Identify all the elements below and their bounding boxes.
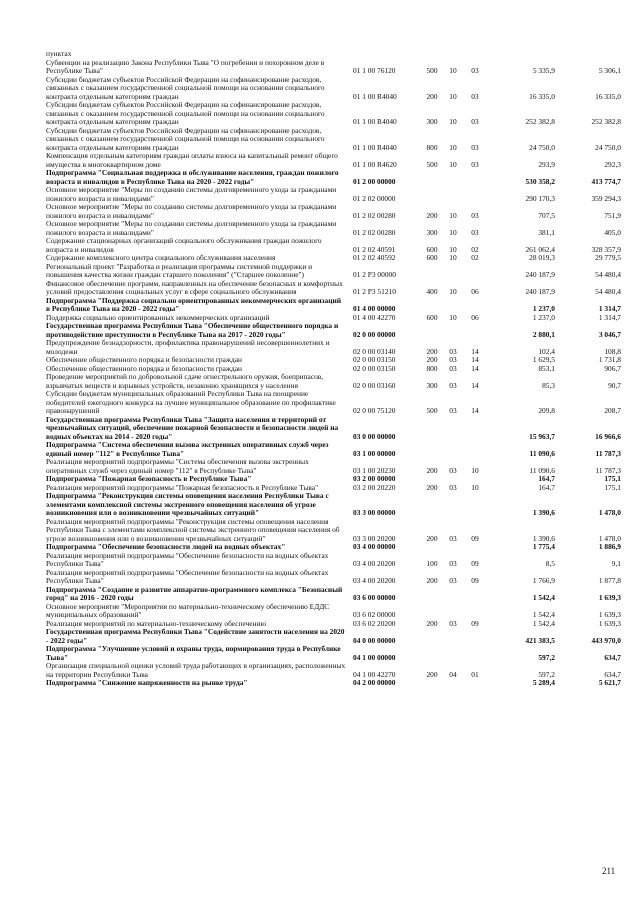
row-name: Организация специальной оценки условий труда работающих в организациях, расположенных на территории Республики Тыва bbox=[46, 661, 346, 679]
row-v1: 1 542,4 bbox=[532, 618, 555, 628]
row-b1: 10 bbox=[449, 142, 457, 152]
row-v2: 108,8 bbox=[604, 346, 621, 356]
row-name: Подпрограмма "Система обеспечения вызова экстренных оперативных служб через единый номер "112" в Республике Тыва" bbox=[46, 440, 329, 458]
row-code: 01 2 00 00000 bbox=[353, 176, 396, 186]
row-b2: 02 bbox=[471, 253, 479, 262]
row-a: 600 bbox=[426, 244, 438, 254]
row-b1: 04 bbox=[449, 669, 457, 679]
row-code: 02 0 00 00000 bbox=[353, 329, 396, 339]
row-code: 03 6 00 00000 bbox=[353, 593, 396, 602]
row-code: 02 0 00 03160 bbox=[353, 380, 396, 390]
page-number: 211 bbox=[602, 866, 616, 876]
row-v1: 1 775,4 bbox=[532, 542, 555, 551]
row-name: Субсидии бюджетам субъектов Российской Федерации на софинансирование расходов, связанных с оказанием государственной социальной помощи на основании социального контракта отдельным категориям граждан bbox=[46, 125, 325, 152]
table-row bbox=[46, 186, 621, 203]
row-b2: 06 bbox=[471, 312, 479, 322]
row-b2: 09 bbox=[471, 576, 479, 585]
row-v2: 292,3 bbox=[604, 159, 621, 169]
row-name: Реализация мероприятий подпрограммы "Обеспечение безопасности на водных объектах Республики Тыва" bbox=[46, 550, 329, 568]
row-b1: 03 bbox=[449, 355, 457, 364]
row-name: Основное мероприятие "Меры по созданию системы долговременного ухода за гражданами пожилого возраста и инвалидами" bbox=[46, 202, 337, 220]
row-b1: 03 bbox=[449, 346, 457, 356]
row-v2: 1 478,0 bbox=[598, 533, 621, 543]
row-code: 01 2 P3 00000 bbox=[353, 270, 396, 279]
row-name: Содержание комплексного центра социального обслуживания населения bbox=[46, 253, 276, 262]
row-b2: 03 bbox=[471, 227, 479, 237]
row-name: пунктах bbox=[46, 49, 72, 58]
row-name: Реализация мероприятий подпрограммы "Пожарная безопасность в Республике Тыва" bbox=[46, 482, 319, 492]
row-v2: 9,1 bbox=[611, 559, 621, 568]
row-b1: 10 bbox=[449, 159, 457, 169]
row-code: 03 4 00 20200 bbox=[353, 576, 396, 585]
row-name: Обеспечение общественного порядка и безопасности граждан bbox=[46, 355, 242, 364]
row-v1: 707,5 bbox=[538, 210, 555, 220]
row-v2: 29 779,5 bbox=[595, 253, 621, 262]
row-v2: 634,7 bbox=[604, 652, 621, 662]
row-code: 03 6 02 20200 bbox=[353, 618, 396, 628]
table-row bbox=[46, 59, 621, 76]
row-b2: 03 bbox=[471, 142, 479, 152]
row-v2: 1 314,7 bbox=[598, 312, 621, 322]
row-v2: 11 787,3 bbox=[595, 465, 621, 475]
row-v1: 381,1 bbox=[538, 227, 555, 237]
row-b2: 14 bbox=[471, 355, 479, 364]
row-code: 01 1 00 R4620 bbox=[353, 159, 397, 169]
row-name: Региональный проект "Разработка и реализация программы системной поддержки и повышения качества жизни граждан старшего поколения" ("Старшее поколение") bbox=[46, 261, 313, 279]
budget-table bbox=[46, 50, 621, 688]
row-b1: 10 bbox=[449, 227, 457, 237]
row-b2: 14 bbox=[471, 380, 479, 390]
row-b1: 03 bbox=[449, 533, 457, 543]
row-v1: 5 289,4 bbox=[532, 678, 555, 687]
row-name: Проведение мероприятий по добровольной сдаче огнестрельного оружия, боеприпасов, взрывчатых веществ и взрывных устройств, незаконно хранящихся у населения bbox=[46, 372, 324, 390]
table-row bbox=[46, 203, 621, 220]
row-a: 400 bbox=[426, 287, 438, 296]
row-v1: 293,9 bbox=[538, 159, 555, 169]
row-name: Содержание стационарных организаций социального обслуживания граждан пожилого возраста и инвалидов bbox=[46, 236, 322, 254]
row-name: Компенсация отдельным категориям граждан оплаты взноса на капитальный ремонт общего имущества в многоквартирном доме bbox=[46, 151, 338, 169]
row-v1: 1 542,4 bbox=[532, 610, 555, 619]
row-v1: 11 090,6 bbox=[529, 465, 555, 475]
row-name: Субсидии бюджетам субъектов Российской Федерации на софинансирование расходов, связанных с оказанием государственной социальной помощи на основании социального контракта отдельным категориям граждан bbox=[46, 100, 325, 126]
row-a: 200 bbox=[426, 346, 438, 356]
row-b1: 03 bbox=[449, 576, 457, 585]
row-v1: 1 542,4 bbox=[532, 593, 555, 602]
row-v1: 164,7 bbox=[538, 474, 555, 483]
row-code: 02 0 00 75120 bbox=[353, 406, 396, 415]
row-v2: 24 750,0 bbox=[595, 142, 621, 152]
row-code: 03 1 00 20230 bbox=[353, 465, 396, 475]
row-v2: 11 787,3 bbox=[595, 448, 621, 458]
row-code: 03 4 00 00000 bbox=[353, 542, 396, 551]
table-row bbox=[46, 169, 621, 186]
row-b2: 02 bbox=[471, 244, 479, 254]
row-v1: 16 335,0 bbox=[529, 91, 555, 101]
row-code: 01 1 00 R4040 bbox=[353, 91, 397, 101]
row-v2: 1 886,9 bbox=[598, 542, 621, 551]
row-v1: 597,2 bbox=[538, 669, 555, 679]
row-b2: 09 bbox=[471, 618, 479, 628]
row-name: Подпрограмма "Реконструкция системы оповещения населения Республики Тыва с элементами комплексной системы экстренного оповещения населения об угрозе возникновения или о возникновении чрезвычайных ситуаций" bbox=[46, 491, 329, 517]
row-v2: 208,7 bbox=[604, 406, 621, 415]
row-v2: 1 639,3 bbox=[598, 618, 621, 628]
table-row bbox=[46, 339, 621, 356]
table-row bbox=[46, 416, 621, 442]
row-v2: 90,7 bbox=[608, 380, 621, 390]
row-code: 03 3 00 00000 bbox=[353, 508, 396, 517]
row-name: Предупреждение безнадзорности, профилактика правонарушений несовершеннолетних и молодежи bbox=[46, 338, 330, 356]
row-v2: 634,7 bbox=[604, 669, 621, 679]
row-code: 04 1 00 00000 bbox=[353, 652, 396, 662]
row-v1: 11 090,6 bbox=[529, 448, 555, 458]
row-b1: 03 bbox=[449, 363, 457, 373]
row-code: 04 0 00 00000 bbox=[353, 635, 396, 645]
row-name: Субсидии бюджетам субъектов Российской Федерации на софинансирование расходов, связанных с оказанием государственной социальной помощи на основании социального контракта отдельным категориям граждан bbox=[46, 74, 325, 101]
row-name: Основное мероприятие "Мероприятия по материально-техническому обеспечению ЕДДС муниципальных образований" bbox=[46, 601, 330, 619]
row-v1: 240 187,9 bbox=[525, 270, 555, 279]
row-b1: 03 bbox=[449, 482, 457, 492]
row-v1: 8,5 bbox=[545, 559, 555, 568]
row-code: 03 0 00 00000 bbox=[353, 431, 396, 441]
row-a: 600 bbox=[426, 253, 438, 262]
table-row bbox=[46, 518, 621, 544]
row-a: 200 bbox=[426, 576, 438, 585]
row-b2: 03 bbox=[471, 210, 479, 220]
row-v1: 209,8 bbox=[538, 406, 555, 415]
table-row bbox=[46, 552, 621, 569]
row-name: Реализация мероприятий подпрограммы "Система обеспечения вызова экстренных оперативных служб через единый номер "112" в Республике Тыва" bbox=[46, 457, 309, 475]
table-row bbox=[46, 569, 621, 586]
row-v2: 443 970,0 bbox=[591, 635, 621, 645]
row-name: Основное мероприятие "Меры по созданию системы долговременного ухода за гражданами пожилого возраста и инвалидами" bbox=[46, 185, 337, 203]
row-a: 200 bbox=[426, 355, 438, 364]
row-code: 03 6 02 00000 bbox=[353, 610, 396, 619]
row-name: Государственная программа Республики Тыва "Обеспечение общественного порядка и противодействие преступности в Республике Тыва на 2017 - 2020 годы" bbox=[46, 321, 339, 339]
row-name: Основное мероприятие "Меры по созданию системы долговременного ухода за гражданами пожилого возраста и инвалидами" bbox=[46, 219, 337, 237]
row-b2: 03 bbox=[471, 91, 479, 101]
row-v2: 413 774,7 bbox=[591, 176, 621, 186]
row-b2: 03 bbox=[471, 159, 479, 169]
table-row bbox=[46, 373, 621, 390]
row-name: Реализация мероприятий подпрограммы "Обеспечение безопасности на водных объектах Республики Тыва" bbox=[46, 567, 329, 585]
row-a: 500 bbox=[426, 159, 438, 169]
table-row bbox=[46, 237, 621, 254]
table-row bbox=[46, 297, 621, 314]
table-row bbox=[46, 220, 621, 237]
row-v1: 421 383,5 bbox=[525, 635, 555, 645]
row-b1: 10 bbox=[449, 91, 457, 101]
table-row bbox=[46, 441, 621, 458]
row-name: Государственная программа Республики Тыва "Защита населения и территорий от чрезвычайных ситуаций, обеспечение пожарной безопасности и безопасности людей на водных объектах на 2014 - 2020 годы" bbox=[46, 414, 339, 441]
row-a: 800 bbox=[426, 142, 438, 152]
row-v1: 164,7 bbox=[538, 482, 555, 492]
row-b1: 10 bbox=[449, 312, 457, 322]
row-b1: 03 bbox=[449, 618, 457, 628]
row-a: 300 bbox=[426, 117, 438, 126]
row-v1: 261 062,4 bbox=[525, 244, 555, 254]
row-v1: 597,2 bbox=[538, 652, 555, 662]
row-code: 04 1 00 42270 bbox=[353, 669, 396, 679]
row-v1: 252 382,8 bbox=[525, 117, 555, 126]
row-b2: 10 bbox=[471, 465, 479, 475]
row-v1: 85,3 bbox=[542, 380, 555, 390]
row-v2: 906,7 bbox=[604, 363, 621, 373]
row-b2: 03 bbox=[471, 117, 479, 126]
row-b2: 06 bbox=[471, 287, 479, 296]
row-v1: 1 390,6 bbox=[532, 508, 555, 517]
row-b1: 03 bbox=[449, 406, 457, 415]
row-name: Реализация мероприятий по материально-техническому обеспечению bbox=[46, 618, 267, 628]
row-code: 01 1 00 R4040 bbox=[353, 117, 397, 126]
row-name: Реализация мероприятий подпрограммы "Реконструкция системы оповещения населения Республики Тыва с элементами комплексной системы экстренного оповещения населения об угрозе возникновения или о возникновении чрезвычайных ситуаций" bbox=[46, 516, 340, 543]
row-v2: 1 314,7 bbox=[598, 304, 621, 313]
row-b2: 14 bbox=[471, 346, 479, 356]
row-v1: 240 187,9 bbox=[525, 287, 555, 296]
row-b1: 03 bbox=[449, 380, 457, 390]
row-b2: 09 bbox=[471, 533, 479, 543]
row-v1: 530 358,2 bbox=[525, 176, 555, 186]
row-code: 02 0 00 03150 bbox=[353, 363, 396, 373]
row-v1: 24 750,0 bbox=[529, 142, 555, 152]
row-v1: 102,4 bbox=[538, 346, 555, 356]
row-v2: 175,1 bbox=[604, 482, 621, 492]
table-row bbox=[46, 101, 621, 127]
row-v2: 359 294,3 bbox=[591, 193, 621, 203]
row-code: 01 2 02 00000 bbox=[353, 193, 396, 203]
row-v1: 1 237,0 bbox=[532, 304, 555, 313]
row-a: 300 bbox=[426, 380, 438, 390]
table-row bbox=[46, 390, 621, 416]
table-row bbox=[46, 492, 621, 518]
row-v2: 1 731,8 bbox=[598, 355, 621, 364]
table-row bbox=[46, 152, 621, 169]
row-v1: 853,1 bbox=[538, 363, 555, 373]
row-a: 600 bbox=[426, 312, 438, 322]
row-code: 02 0 00 03150 bbox=[353, 355, 396, 364]
row-a: 200 bbox=[426, 669, 438, 679]
table-row bbox=[46, 263, 621, 280]
row-b1: 10 bbox=[449, 244, 457, 254]
row-code: 02 0 00 03140 bbox=[353, 346, 396, 356]
row-b2: 09 bbox=[471, 559, 479, 568]
row-v1: 1 766,9 bbox=[532, 576, 555, 585]
row-name: Обеспечение общественного порядка и безопасности граждан bbox=[46, 363, 242, 373]
row-name: Подпрограмма "Пожарная безопасность в Республике Тыва" bbox=[46, 474, 252, 483]
table-row bbox=[46, 645, 621, 662]
table-row bbox=[46, 662, 621, 679]
row-a: 200 bbox=[426, 482, 438, 492]
row-v2: 5 621,7 bbox=[598, 678, 621, 687]
table-row bbox=[46, 458, 621, 475]
row-code: 01 2 02 40592 bbox=[353, 253, 396, 262]
row-v1: 1 390,6 bbox=[532, 533, 555, 543]
row-code: 01 2 02 00280 bbox=[353, 227, 396, 237]
row-b1: 03 bbox=[449, 559, 457, 568]
row-v2: 5 306,1 bbox=[598, 66, 621, 75]
row-v1: 15 963,7 bbox=[529, 431, 555, 441]
table-row bbox=[46, 127, 621, 153]
row-b1: 10 bbox=[449, 210, 457, 220]
row-v2: 1 639,3 bbox=[598, 593, 621, 602]
table-row bbox=[46, 586, 621, 603]
row-a: 200 bbox=[426, 465, 438, 475]
row-a: 200 bbox=[426, 210, 438, 220]
row-a: 100 bbox=[426, 559, 438, 568]
row-b1: 03 bbox=[449, 465, 457, 475]
row-a: 200 bbox=[426, 533, 438, 543]
row-v1: 1 629,5 bbox=[532, 355, 555, 364]
row-code: 01 4 00 42270 bbox=[353, 312, 396, 322]
row-b2: 03 bbox=[471, 66, 479, 75]
row-v2: 328 357,9 bbox=[591, 244, 621, 254]
row-name: Государственная программа Республики Тыва "Содействие занятости населения на 2020 - 2022 годы" bbox=[46, 627, 345, 645]
row-name: Финансовое обеспечение программ, направленных на обеспечение безопасных и комфортных условий предоставления социальных услуг в сфере социального обслуживания bbox=[46, 278, 343, 296]
row-code: 04 2 00 00000 bbox=[353, 678, 396, 687]
row-b2: 01 bbox=[471, 669, 479, 679]
row-code: 03 2 00 00000 bbox=[353, 474, 396, 483]
row-v2: 1 877,8 bbox=[598, 576, 621, 585]
row-b1: 10 bbox=[449, 117, 457, 126]
row-code: 01 2 02 00280 bbox=[353, 210, 396, 220]
row-v1: 28 019,3 bbox=[529, 253, 555, 262]
row-code: 01 1 00 R4040 bbox=[353, 142, 397, 152]
row-b1: 10 bbox=[449, 287, 457, 296]
row-a: 500 bbox=[426, 406, 438, 415]
row-v2: 175,1 bbox=[604, 474, 621, 483]
row-v2: 16 966,6 bbox=[595, 431, 621, 441]
row-b2: 14 bbox=[471, 363, 479, 373]
row-name: Подпрограмма "Поддержка социально ориентированных некоммерческих организаций в Республике Тыва на 2020 - 2022 годы" bbox=[46, 295, 341, 313]
row-a: 200 bbox=[426, 91, 438, 101]
row-v2: 751,9 bbox=[604, 210, 621, 220]
row-code: 03 4 00 20200 bbox=[353, 559, 396, 568]
row-v2: 405,0 bbox=[604, 227, 621, 237]
row-v2: 1 478,0 bbox=[598, 508, 621, 517]
row-v2: 54 480,4 bbox=[595, 270, 621, 279]
table-row bbox=[46, 322, 621, 339]
table-row bbox=[46, 603, 621, 620]
row-v2: 1 639,3 bbox=[598, 610, 621, 619]
table-row bbox=[46, 76, 621, 102]
table-row bbox=[46, 280, 621, 297]
row-name: Поддержка социально ориентированных некоммерческих организаций bbox=[46, 312, 270, 322]
row-a: 500 bbox=[426, 66, 438, 75]
row-a: 200 bbox=[426, 618, 438, 628]
row-code: 03 1 00 00000 bbox=[353, 448, 396, 458]
row-code: 03 3 00 20200 bbox=[353, 533, 396, 543]
row-code: 01 2 02 40591 bbox=[353, 244, 396, 254]
table-row bbox=[46, 679, 621, 688]
row-name: Подпрограмма "Обеспечение безопасности людей на водных объектах" bbox=[46, 542, 286, 551]
row-b1: 10 bbox=[449, 253, 457, 262]
row-code: 01 1 00 76120 bbox=[353, 66, 396, 75]
row-a: 800 bbox=[426, 363, 438, 373]
row-name: Подпрограмма "Снижение напряженности на рынке труда" bbox=[46, 678, 248, 687]
row-b1: 10 bbox=[449, 66, 457, 75]
row-name: Подпрограмма "Улучшение условий и охраны труда, нормирования труда в Республике Тыва" bbox=[46, 644, 341, 662]
row-code: 03 2 00 20220 bbox=[353, 482, 396, 492]
row-v1: 290 170,3 bbox=[525, 193, 555, 203]
table-row bbox=[46, 628, 621, 645]
row-v1: 1 237,0 bbox=[532, 312, 555, 322]
row-v1: 5 335,9 bbox=[532, 66, 555, 75]
row-name: Подпрограмма "Создание и развитие аппаратно-программного комплекса "Безопасный город" на 2016 - 2020 годы bbox=[46, 584, 343, 602]
row-v1: 2 880,1 bbox=[532, 329, 555, 339]
row-b2: 10 bbox=[471, 482, 479, 492]
row-v2: 3 046,7 bbox=[598, 329, 621, 339]
row-name: Субсидии бюджетам муниципальных образований Республики Тыва на поощрение победителей ежегодного конкурса на лучшее муниципальное образование по профилактике правонарушений bbox=[46, 389, 336, 415]
row-code: 01 2 P3 51210 bbox=[353, 287, 396, 296]
row-name: Подпрограмма "Социальная поддержка и обслуживание населения, граждан пожилого возраста и инвалидов в Республике Тыва на 2020 - 2022 годы" bbox=[46, 168, 339, 186]
row-b2: 14 bbox=[471, 406, 479, 415]
row-a: 300 bbox=[426, 227, 438, 237]
row-name: Субвенции на реализацию Закона Республики Тыва "О погребении и похоронном деле в Республике Тыва" bbox=[46, 57, 325, 75]
row-v2: 252 382,8 bbox=[591, 117, 621, 126]
row-code: 01 4 00 00000 bbox=[353, 304, 396, 313]
row-v2: 16 335,0 bbox=[595, 91, 621, 101]
row-v2: 54 480,4 bbox=[595, 287, 621, 296]
